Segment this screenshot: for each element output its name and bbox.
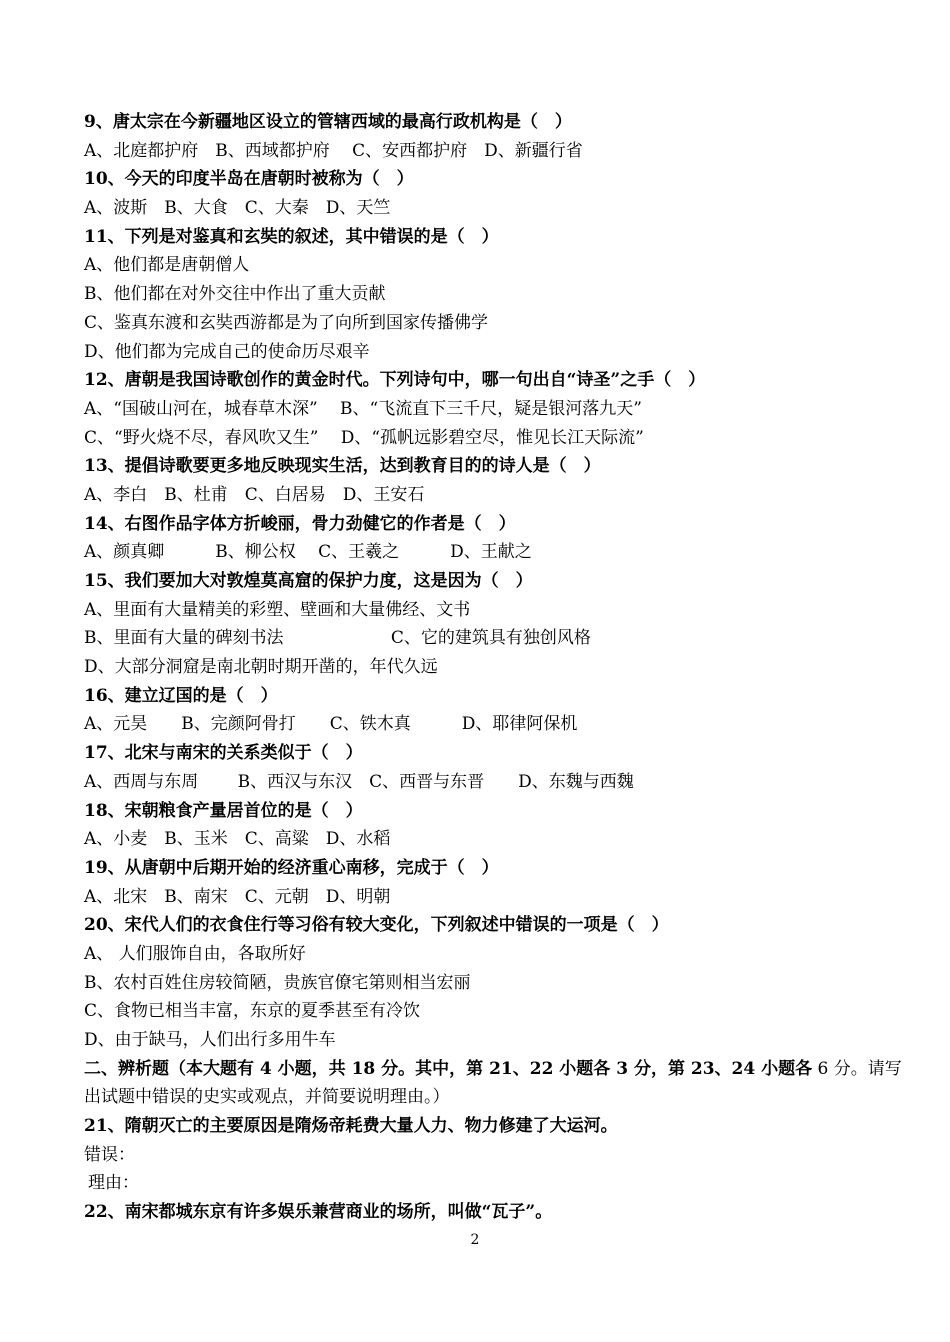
question-18-options: A、小麦 B、玉米 C、高粱 D、水稻 (84, 829, 391, 850)
question-19-stem: 19、从唐朝中后期开始的经济重心南移，完成于（ ） (84, 857, 499, 878)
question-21-reason-label: 理由： (88, 1173, 139, 1194)
question-22-stem: 22、南宋都城东京有许多娱乐兼营商业的场所，叫做“瓦子”。 (84, 1202, 553, 1223)
exam-page-content (84, 108, 902, 1227)
question-20-option-b: B、农村百姓住房较简陋，贵族官僚宅第则相当宏丽 (84, 972, 471, 993)
question-11-option-c: C、鉴真东渡和玄奘西游都是为了向所到国家传播佛学 (84, 312, 489, 333)
question-14-stem: 14、右图作品字体方折峻丽，骨力劲健它的作者是（ ） (84, 513, 516, 534)
question-11-option-a: A、他们都是唐朝僧人 (84, 255, 250, 276)
section-2-heading-bold: 二、辨析题（本大题有 4 小题，共 18 分。其中，第 21、22 小题各 3 分，第 23、24 小题各 (84, 1058, 813, 1079)
question-13-stem: 13、提倡诗歌要更多地反映现实生活，达到教育目的的诗人是（ ） (84, 456, 601, 477)
section-2-heading-normal: 6 分。请写 (812, 1058, 902, 1079)
question-12-options-ab: A、“国破山河在，城春草木深” B、“飞流直下三千尺，疑是银河落九天” (84, 398, 642, 419)
question-11-option-b: B、他们都在对外交往中作出了重大贡献 (84, 284, 386, 305)
question-15-stem: 15、我们要加大对敦煌莫高窟的保护力度，这是因为（ ） (84, 571, 533, 591)
question-16-stem: 16、建立辽国的是（ ） (84, 685, 278, 706)
question-13-options: A、李白 B、杜甫 C、白居易 D、王安石 (84, 484, 425, 505)
question-9-options: A、北庭都护府 B、西域都护府 C、安西都护府 D、新疆行省 (84, 140, 583, 161)
question-16-options: A、元昊 B、完颜阿骨打 C、铁木真 D、耶律阿保机 (84, 714, 578, 735)
question-17-stem: 17、北宋与南宋的关系类似于（ ） (84, 743, 363, 764)
page-number: 2 (470, 1232, 480, 1248)
section-2-heading-line2: 出试题中错误的史实或观点，并简要说明理由。） (84, 1087, 450, 1108)
question-15-options-bc: B、里面有大量的碑刻书法 C、它的建筑具有独创风格 (84, 628, 591, 649)
question-20-stem: 20、宋代人们的衣食住行等习俗有较大变化，下列叙述中错误的一项是（ ） (84, 915, 669, 936)
question-21-stem: 21、隋朝灭亡的主要原因是隋炀帝耗费大量人力、物力修建了大运河。 (84, 1116, 618, 1137)
question-11-option-d: D、他们都为完成自己的使命历尽艰辛 (84, 341, 370, 362)
question-20-option-c: C、食物已相当丰富，东京的夏季甚至有冷饮 (84, 1001, 421, 1022)
question-21-error-label: 错误： (84, 1144, 135, 1165)
question-15-option-a: A、里面有大量精美的彩塑、壁画和大量佛经、文书 (84, 599, 471, 620)
question-19-options: A、北宋 B、南宋 C、元朝 D、明朝 (84, 886, 391, 907)
question-20-option-d: D、由于缺马，人们出行多用牛车 (84, 1030, 336, 1050)
question-12-stem: 12、唐朝是我国诗歌创作的黄金时代。下列诗句中，哪一句出自“诗圣”之手（ ） (84, 370, 706, 391)
question-15-option-d: D、大部分洞窟是南北朝时期开凿的，年代久远 (84, 657, 438, 678)
section-2-heading (84, 1055, 902, 1084)
question-12-options-cd: C、“野火烧不尽，春风吹又生” D、“孤帆远影碧空尽，惟见长江天际流” (84, 427, 644, 448)
question-10-options: A、波斯 B、大食 C、大秦 D、天竺 (84, 198, 391, 219)
question-18-stem: 18、宋朝粮食产量居首位的是（ ） (84, 800, 363, 821)
question-11-stem: 11、下列是对鉴真和玄奘的叙述，其中错误的是（ ） (84, 226, 499, 247)
question-9-stem: 9、唐太宗在今新疆地区设立的管辖西域的最高行政机构是（ ） (84, 112, 572, 132)
question-17-options: A、西周与东周 B、西汉与东汉 C、西晋与东晋 D、东魏与西魏 (84, 771, 634, 792)
question-10-stem: 10、今天的印度半岛在唐朝时被称为（ ） (84, 169, 414, 190)
question-20-option-a: A、 人们服饰自由，各取所好 (84, 943, 306, 964)
question-14-options: A、颜真卿 B、柳公权 C、王羲之 D、王献之 (84, 542, 532, 563)
